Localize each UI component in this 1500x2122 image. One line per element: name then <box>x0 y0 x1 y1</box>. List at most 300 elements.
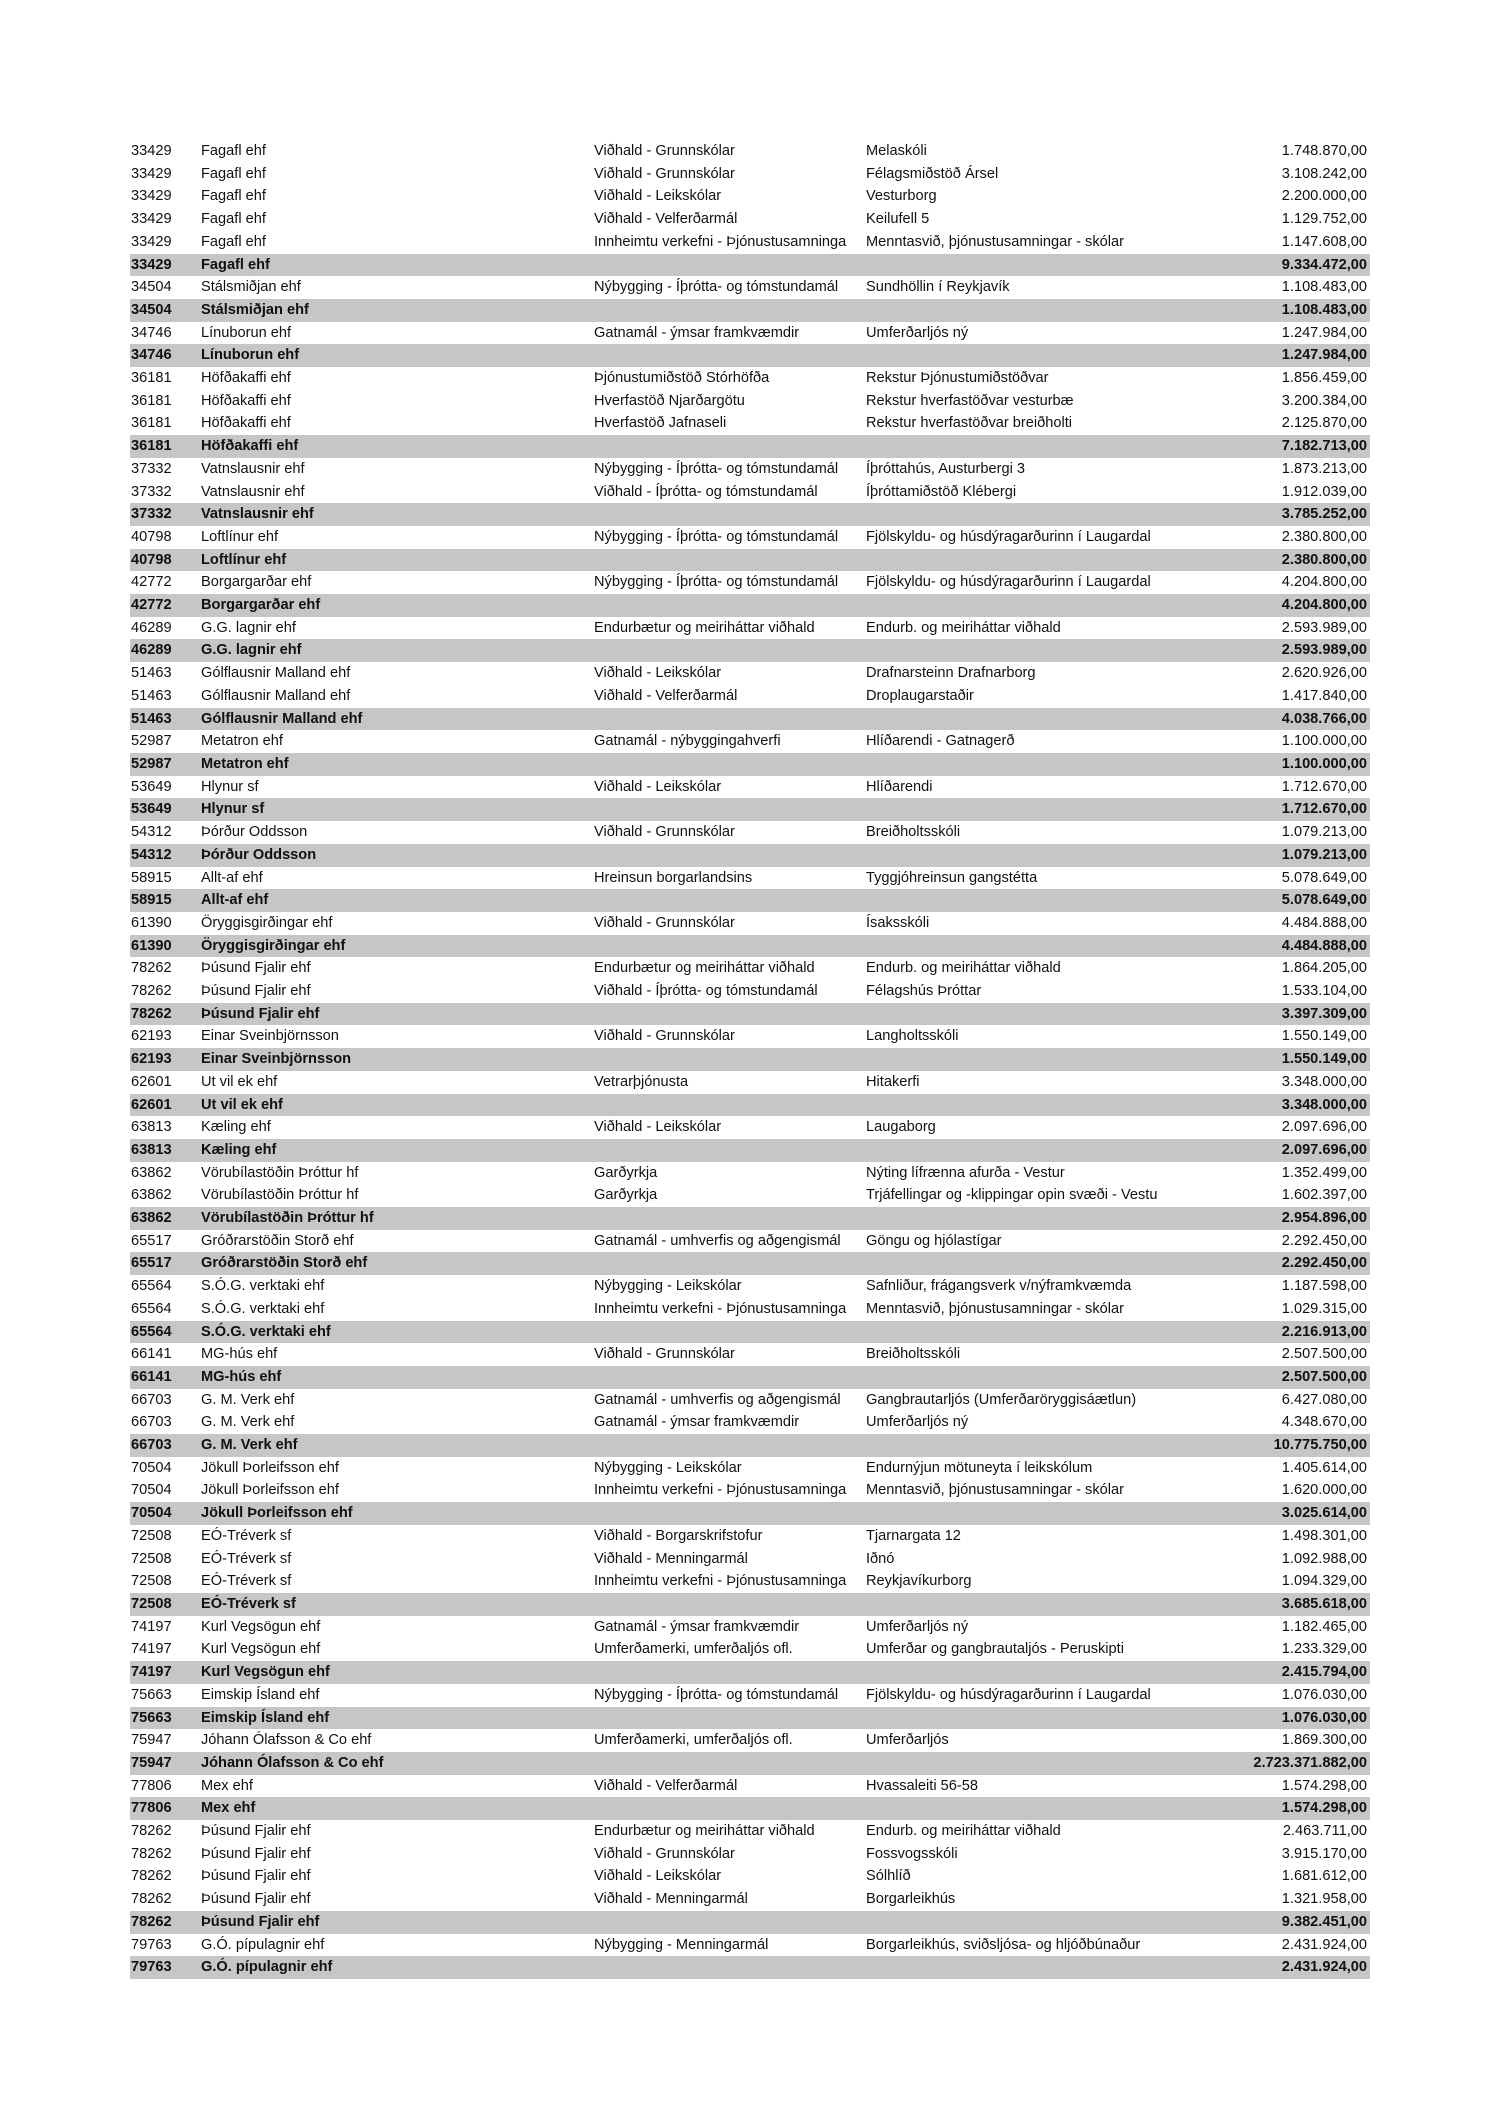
project-cell: Hlíðarendi <box>866 778 933 795</box>
vendor-payments-table <box>130 140 1370 1979</box>
subtotal-row <box>130 708 1370 731</box>
table-row <box>130 276 1370 299</box>
vendor-name-cell: S.Ó.G. verktaki ehf <box>201 1278 325 1295</box>
category-cell <box>593 935 865 958</box>
category-cell: Innheimtu verkefni - Þjónustusamninga <box>594 233 847 250</box>
amount-cell: 5.078.649,00 <box>1281 869 1367 886</box>
category-cell: Endurbætur og meiriháttar viðhald <box>594 1823 815 1840</box>
amount-cell: 1.748.870,00 <box>1281 143 1367 159</box>
amount-cell: 2.954.896,00 <box>1180 1207 1370 1230</box>
vendor-name-cell: Línuborun ehf <box>200 344 593 367</box>
subtotal-row <box>130 1434 1370 1457</box>
project-cell: Sólhlíð <box>866 1868 911 1885</box>
subtotal-row <box>130 935 1370 958</box>
vendor-id-cell: 77806 <box>130 1797 200 1820</box>
amount-cell: 1.912.039,00 <box>1281 483 1367 500</box>
vendor-name-cell: Vatnslausnir ehf <box>201 483 305 500</box>
category-cell: Nýbygging - Íþrótta- og tómstundamál <box>594 279 839 296</box>
vendor-name-cell: Línuborun ehf <box>201 324 292 341</box>
amount-cell: 5.078.649,00 <box>1180 889 1370 912</box>
project-cell <box>865 639 1180 662</box>
project-cell: Borgarleikhús <box>866 1891 956 1908</box>
subtotal-row <box>130 1911 1370 1934</box>
subtotal-row <box>130 1048 1370 1071</box>
category-cell: Nýbygging - Leikskólar <box>594 1278 742 1295</box>
vendor-name-cell: Hlynur sf <box>201 778 259 795</box>
vendor-name-cell: Vörubílastöðin Þróttur hf <box>201 1187 359 1204</box>
amount-cell: 2.097.696,00 <box>1180 1139 1370 1162</box>
vendor-id-cell: 33429 <box>131 233 172 250</box>
amount-cell: 1.602.397,00 <box>1281 1187 1367 1204</box>
table-row <box>130 367 1370 390</box>
vendor-name-cell: Einar Sveinbjörnsson <box>200 1048 593 1071</box>
vendor-id-cell: 51463 <box>131 687 172 704</box>
subtotal-row <box>130 1752 1370 1775</box>
category-cell <box>593 1094 865 1117</box>
table-row <box>130 140 1370 163</box>
vendor-name-cell: Allt-af ehf <box>200 889 593 912</box>
project-cell: Umferðar og gangbrautaljós - Peruskipti <box>866 1641 1124 1658</box>
project-cell <box>865 1434 1180 1457</box>
amount-cell: 1.550.149,00 <box>1281 1028 1367 1045</box>
category-cell: Viðhald - Leikskólar <box>594 1119 722 1136</box>
category-cell: Gatnamál - umhverfis og aðgengismál <box>594 1232 841 1249</box>
project-cell <box>865 1366 1180 1389</box>
vendor-id-cell: 36181 <box>131 370 172 387</box>
category-cell <box>593 254 865 277</box>
category-cell: Viðhald - Menningarmál <box>594 1891 748 1908</box>
category-cell: Garðyrkja <box>594 1187 658 1204</box>
project-cell: Breiðholtsskóli <box>866 824 961 841</box>
vendor-name-cell: Allt-af ehf <box>201 869 263 886</box>
category-cell <box>593 1321 865 1344</box>
vendor-name-cell: Þúsund Fjalir ehf <box>201 1845 311 1862</box>
amount-cell: 1.864.205,00 <box>1281 960 1367 977</box>
category-cell: Gatnamál - ýmsar framkvæmdir <box>594 1618 800 1635</box>
vendor-id-cell: 52987 <box>130 753 200 776</box>
category-cell <box>593 435 865 458</box>
amount-cell: 2.463.711,00 <box>1282 1823 1367 1840</box>
amount-cell: 1.681.612,00 <box>1281 1868 1367 1885</box>
project-cell: Trjáfellingar og -klippingar opin svæði - Vestu <box>866 1187 1158 1204</box>
subtotal-row <box>130 1139 1370 1162</box>
table-row <box>130 730 1370 753</box>
vendor-id-cell: 78262 <box>131 1845 172 1862</box>
vendor-id-cell: 58915 <box>131 869 172 886</box>
vendor-id-cell: 63862 <box>130 1207 200 1230</box>
amount-cell: 3.348.000,00 <box>1180 1094 1370 1117</box>
amount-cell: 3.685.618,00 <box>1180 1593 1370 1616</box>
vendor-name-cell: Þúsund Fjalir ehf <box>201 1891 311 1908</box>
amount-cell: 1.574.298,00 <box>1180 1797 1370 1820</box>
category-cell: Hverfastöð Jafnaseli <box>594 415 727 432</box>
vendor-id-cell: 70504 <box>131 1482 172 1499</box>
category-cell <box>593 1207 865 1230</box>
vendor-id-cell: 36181 <box>131 415 172 432</box>
amount-cell: 2.593.989,00 <box>1281 619 1367 636</box>
table-row <box>130 617 1370 640</box>
category-cell: Endurbætur og meiriháttar viðhald <box>594 960 815 977</box>
category-cell <box>593 299 865 322</box>
vendor-name-cell: G.Ó. pípulagnir ehf <box>200 1956 593 1979</box>
category-cell <box>593 1048 865 1071</box>
vendor-id-cell: 62601 <box>130 1094 200 1117</box>
category-cell <box>593 594 865 617</box>
vendor-name-cell: Höfðakaffi ehf <box>200 435 593 458</box>
project-cell <box>865 1139 1180 1162</box>
vendor-id-cell: 33429 <box>131 211 172 228</box>
subtotal-row <box>130 503 1370 526</box>
project-cell <box>865 1797 1180 1820</box>
project-cell: Rekstur hverfastöðvar breiðholti <box>866 415 1073 432</box>
category-cell: Viðhald - Leikskólar <box>594 1868 722 1885</box>
amount-cell: 1.129.752,00 <box>1281 211 1367 228</box>
project-cell: Umferðarljós ný <box>866 1414 969 1431</box>
table-row <box>130 1843 1370 1866</box>
amount-cell: 2.216.913,00 <box>1180 1321 1370 1344</box>
amount-cell: 2.431.924,00 <box>1180 1956 1370 1979</box>
project-cell <box>865 1911 1180 1934</box>
category-cell: Viðhald - Grunnskólar <box>594 1028 735 1045</box>
category-cell <box>593 844 865 867</box>
project-cell <box>865 1048 1180 1071</box>
vendor-name-cell: Gólflausnir Malland ehf <box>201 687 351 704</box>
project-cell: Menntasvið, þjónustusamningar - skólar <box>866 1300 1124 1317</box>
project-cell <box>865 935 1180 958</box>
vendor-id-cell: 33429 <box>131 143 172 159</box>
project-cell <box>865 798 1180 821</box>
project-cell: Safnliður, frágangsverk v/nýframkvæmda <box>866 1278 1132 1295</box>
table-row <box>130 231 1370 254</box>
category-cell: Viðhald - Grunnskólar <box>594 824 735 841</box>
table-row <box>130 1479 1370 1502</box>
vendor-name-cell: Mex ehf <box>200 1797 593 1820</box>
vendor-name-cell: Einar Sveinbjörnsson <box>201 1028 339 1045</box>
amount-cell: 1.100.000,00 <box>1281 733 1367 750</box>
subtotal-row <box>130 594 1370 617</box>
category-cell <box>593 1434 865 1457</box>
table-row <box>130 390 1370 413</box>
vendor-name-cell: Vörubílastöðin Þróttur hf <box>201 1164 359 1181</box>
project-cell <box>865 1207 1180 1230</box>
project-cell: Endurnýjun mötuneyta í leikskólum <box>866 1459 1093 1476</box>
table-row <box>130 912 1370 935</box>
vendor-id-cell: 75663 <box>130 1707 200 1730</box>
subtotal-row <box>130 753 1370 776</box>
vendor-id-cell: 40798 <box>131 528 172 545</box>
category-cell: Gatnamál - ýmsar framkvæmdir <box>594 1414 800 1431</box>
table-row <box>130 1116 1370 1139</box>
vendor-id-cell: 66141 <box>130 1366 200 1389</box>
category-cell: Hverfastöð Njarðargötu <box>594 392 745 409</box>
amount-cell: 1.550.149,00 <box>1180 1048 1370 1071</box>
project-cell: Endurb. og meiriháttar viðhald <box>866 1823 1061 1840</box>
category-cell: Nýbygging - Menningarmál <box>594 1936 769 1953</box>
project-cell: Endurb. og meiriháttar viðhald <box>866 960 1061 977</box>
vendor-id-cell: 33429 <box>130 254 200 277</box>
amount-cell: 3.348.000,00 <box>1281 1073 1367 1090</box>
table-row <box>130 412 1370 435</box>
project-cell: Sundhöllin í Reykjavík <box>866 279 1010 296</box>
category-cell <box>593 1139 865 1162</box>
vendor-name-cell: G.G. lagnir ehf <box>201 619 296 636</box>
vendor-name-cell: Ut vil ek ehf <box>201 1073 278 1090</box>
table-row <box>130 322 1370 345</box>
vendor-name-cell: G.Ó. pípulagnir ehf <box>201 1936 325 1953</box>
vendor-name-cell: Kæling ehf <box>200 1139 593 1162</box>
subtotal-row <box>130 1003 1370 1026</box>
project-cell <box>865 753 1180 776</box>
category-cell: Viðhald - Grunnskólar <box>594 165 735 182</box>
amount-cell: 1.079.213,00 <box>1180 844 1370 867</box>
table-row <box>130 1934 1370 1957</box>
amount-cell: 4.348.670,00 <box>1281 1414 1367 1431</box>
project-cell: Fossvogsskóli <box>866 1845 958 1862</box>
vendor-id-cell: 46289 <box>130 639 200 662</box>
project-cell <box>865 1094 1180 1117</box>
category-cell: Garðyrkja <box>594 1164 658 1181</box>
vendor-name-cell: Vörubílastöðin Þróttur hf <box>200 1207 593 1230</box>
subtotal-row <box>130 1707 1370 1730</box>
vendor-name-cell: Ut vil ek ehf <box>200 1094 593 1117</box>
subtotal-row <box>130 299 1370 322</box>
vendor-name-cell: Fagafl ehf <box>201 143 266 159</box>
amount-cell: 1.498.301,00 <box>1281 1527 1367 1544</box>
table-row <box>130 957 1370 980</box>
amount-cell: 1.092.988,00 <box>1281 1550 1367 1567</box>
vendor-id-cell: 78262 <box>131 1891 172 1908</box>
amount-cell: 1.079.213,00 <box>1281 824 1367 841</box>
vendor-name-cell: Gróðrarstöðin Storð ehf <box>200 1252 593 1275</box>
category-cell <box>593 1661 865 1684</box>
vendor-name-cell: Þúsund Fjalir ehf <box>200 1003 593 1026</box>
subtotal-row <box>130 435 1370 458</box>
amount-cell: 1.094.329,00 <box>1281 1573 1367 1590</box>
category-cell: Hreinsun borgarlandsins <box>594 869 753 886</box>
project-cell: Göngu og hjólastígar <box>866 1232 1002 1249</box>
category-cell: Innheimtu verkefni - Þjónustusamninga <box>594 1300 847 1317</box>
amount-cell: 1.108.483,00 <box>1180 299 1370 322</box>
vendor-id-cell: 63862 <box>131 1187 172 1204</box>
amount-cell: 9.334.472,00 <box>1180 254 1370 277</box>
table-row <box>130 571 1370 594</box>
project-cell: Menntasvið, þjónustusamningar - skólar <box>866 1482 1124 1499</box>
vendor-name-cell: Vatnslausnir ehf <box>201 460 305 477</box>
amount-cell: 3.785.252,00 <box>1180 503 1370 526</box>
amount-cell: 1.247.984,00 <box>1281 324 1367 341</box>
vendor-name-cell: Eimskip Ísland ehf <box>200 1707 593 1730</box>
vendor-id-cell: 75947 <box>130 1752 200 1775</box>
amount-cell: 1.247.984,00 <box>1180 344 1370 367</box>
vendor-name-cell: Jóhann Ólafsson & Co ehf <box>200 1752 593 1775</box>
vendor-id-cell: 75947 <box>131 1732 172 1749</box>
table-row <box>130 163 1370 186</box>
category-cell: Viðhald - Grunnskólar <box>594 1845 735 1862</box>
vendor-name-cell: Loftlínur ehf <box>201 528 279 545</box>
table-row <box>130 1162 1370 1185</box>
project-cell: Fjölskyldu- og húsdýragarðurinn í Laugardal <box>866 574 1151 591</box>
vendor-name-cell: Mex ehf <box>201 1777 253 1794</box>
vendor-id-cell: 66141 <box>131 1346 172 1363</box>
vendor-id-cell: 78262 <box>131 983 172 1000</box>
vendor-id-cell: 53649 <box>131 778 172 795</box>
subtotal-row <box>130 1956 1370 1979</box>
project-cell: Vesturborg <box>866 188 937 205</box>
category-cell: Viðhald - Íþrótta- og tómstundamál <box>594 483 818 500</box>
vendor-name-cell: Þúsund Fjalir ehf <box>201 1868 311 1885</box>
amount-cell: 1.100.000,00 <box>1180 753 1370 776</box>
amount-cell: 1.182.465,00 <box>1281 1618 1367 1635</box>
amount-cell: 3.200.384,00 <box>1281 392 1367 409</box>
vendor-name-cell: G.G. lagnir ehf <box>200 639 593 662</box>
table-row <box>130 1457 1370 1480</box>
vendor-name-cell: Öryggisgirðingar ehf <box>200 935 593 958</box>
project-cell: Menntasvið, þjónustusamningar - skólar <box>866 233 1124 250</box>
vendor-name-cell: Jökull Þorleifsson ehf <box>201 1482 339 1499</box>
vendor-name-cell: Jökull Þorleifsson ehf <box>200 1502 593 1525</box>
payments-sheet <box>130 140 1370 1979</box>
table-row <box>130 1820 1370 1843</box>
category-cell <box>593 1956 865 1979</box>
project-cell: Keilufell 5 <box>866 211 930 228</box>
category-cell: Gatnamál - ýmsar framkvæmdir <box>594 324 800 341</box>
vendor-name-cell: Þúsund Fjalir ehf <box>201 983 311 1000</box>
vendor-id-cell: 36181 <box>130 435 200 458</box>
table-body <box>130 140 1370 1979</box>
vendor-id-cell: 33429 <box>131 165 172 182</box>
vendor-id-cell: 62193 <box>131 1028 172 1045</box>
project-cell <box>865 503 1180 526</box>
category-cell: Viðhald - Grunnskólar <box>594 914 735 931</box>
project-cell: Droplaugarstaðir <box>866 687 974 704</box>
table-row <box>130 1570 1370 1593</box>
category-cell: Nýbygging - Íþrótta- og tómstundamál <box>594 1686 839 1703</box>
amount-cell: 2.507.500,00 <box>1180 1366 1370 1389</box>
table-row <box>130 481 1370 504</box>
project-cell: Nýting lífrænna afurða - Vestur <box>866 1164 1065 1181</box>
vendor-name-cell: Vatnslausnir ehf <box>200 503 593 526</box>
project-cell: Tyggjóhreinsun gangstétta <box>866 869 1038 886</box>
vendor-name-cell: EÓ-Tréverk sf <box>201 1573 292 1590</box>
table-row <box>130 1071 1370 1094</box>
category-cell <box>593 1502 865 1525</box>
table-row <box>130 1775 1370 1798</box>
vendor-name-cell: Gólflausnir Malland ehf <box>201 665 351 682</box>
table-row <box>130 1184 1370 1207</box>
vendor-id-cell: 79763 <box>130 1956 200 1979</box>
subtotal-row <box>130 798 1370 821</box>
project-cell: Iðnó <box>866 1550 895 1567</box>
subtotal-row <box>130 254 1370 277</box>
category-cell: Viðhald - Leikskólar <box>594 778 722 795</box>
table-row <box>130 662 1370 685</box>
vendor-id-cell: 78262 <box>131 960 172 977</box>
vendor-id-cell: 37332 <box>131 483 172 500</box>
amount-cell: 7.182.713,00 <box>1180 435 1370 458</box>
vendor-name-cell: Kæling ehf <box>201 1119 271 1136</box>
vendor-id-cell: 63813 <box>131 1119 172 1136</box>
table-row <box>130 1888 1370 1911</box>
vendor-id-cell: 62601 <box>131 1073 172 1090</box>
subtotal-row <box>130 1207 1370 1230</box>
vendor-name-cell: G. M. Verk ehf <box>201 1391 295 1408</box>
vendor-id-cell: 78262 <box>131 1823 172 1840</box>
vendor-name-cell: Stálsmiðjan ehf <box>200 299 593 322</box>
amount-cell: 1.352.499,00 <box>1281 1164 1367 1181</box>
table-row <box>130 1343 1370 1366</box>
vendor-id-cell: 34504 <box>131 279 172 296</box>
table-row <box>130 867 1370 890</box>
category-cell <box>593 889 865 912</box>
project-cell: Breiðholtsskóli <box>866 1346 961 1363</box>
vendor-name-cell: S.Ó.G. verktaki ehf <box>201 1300 325 1317</box>
subtotal-row <box>130 1321 1370 1344</box>
project-cell <box>865 1252 1180 1275</box>
amount-cell: 1.712.670,00 <box>1281 778 1367 795</box>
vendor-name-cell: Metatron ehf <box>200 753 593 776</box>
vendor-id-cell: 70504 <box>130 1502 200 1525</box>
project-cell <box>865 549 1180 572</box>
category-cell: Vetrarþjónusta <box>594 1073 689 1090</box>
vendor-name-cell: Borgargarðar ehf <box>201 574 312 591</box>
subtotal-row <box>130 1661 1370 1684</box>
category-cell: Gatnamál - umhverfis og aðgengismál <box>594 1391 841 1408</box>
vendor-name-cell: G. M. Verk ehf <box>201 1414 295 1431</box>
category-cell: Viðhald - Leikskólar <box>594 665 722 682</box>
category-cell: Nýbygging - Íþrótta- og tómstundamál <box>594 460 839 477</box>
category-cell <box>593 1593 865 1616</box>
table-row <box>130 526 1370 549</box>
vendor-id-cell: 51463 <box>130 708 200 731</box>
amount-cell: 1.076.030,00 <box>1180 1707 1370 1730</box>
vendor-name-cell: EÓ-Tréverk sf <box>200 1593 593 1616</box>
amount-cell: 4.484.888,00 <box>1180 935 1370 958</box>
vendor-id-cell: 66703 <box>131 1414 172 1431</box>
table-row <box>130 1389 1370 1412</box>
category-cell: Viðhald - Velferðarmál <box>594 211 738 228</box>
vendor-id-cell: 66703 <box>130 1434 200 1457</box>
vendor-id-cell: 74197 <box>130 1661 200 1684</box>
category-cell: Viðhald - Grunnskólar <box>594 143 735 159</box>
subtotal-row <box>130 1797 1370 1820</box>
project-cell <box>865 594 1180 617</box>
project-cell <box>865 1956 1180 1979</box>
subtotal-row <box>130 1252 1370 1275</box>
amount-cell: 1.076.030,00 <box>1281 1686 1367 1703</box>
project-cell <box>865 1321 1180 1344</box>
vendor-name-cell: Kurl Vegsögun ehf <box>201 1641 321 1658</box>
amount-cell: 3.397.309,00 <box>1180 1003 1370 1026</box>
project-cell: Endurb. og meiriháttar viðhald <box>866 619 1061 636</box>
table-row <box>130 776 1370 799</box>
vendor-id-cell: 54312 <box>131 824 172 841</box>
vendor-name-cell: Jóhann Ólafsson & Co ehf <box>201 1732 372 1749</box>
vendor-name-cell: Kurl Vegsögun ehf <box>200 1661 593 1684</box>
project-cell: Rekstur Þjónustumiðstöðvar <box>866 370 1049 387</box>
project-cell <box>865 889 1180 912</box>
vendor-name-cell: Gólflausnir Malland ehf <box>200 708 593 731</box>
table-row <box>130 821 1370 844</box>
category-cell <box>593 1797 865 1820</box>
amount-cell: 1.873.213,00 <box>1281 460 1367 477</box>
subtotal-row <box>130 1094 1370 1117</box>
vendor-id-cell: 63813 <box>130 1139 200 1162</box>
vendor-name-cell: Fagafl ehf <box>201 211 266 228</box>
project-cell: Íþróttahús, Austurbergi 3 <box>866 460 1026 477</box>
project-cell <box>865 299 1180 322</box>
vendor-id-cell: 37332 <box>131 460 172 477</box>
table-row <box>130 1684 1370 1707</box>
